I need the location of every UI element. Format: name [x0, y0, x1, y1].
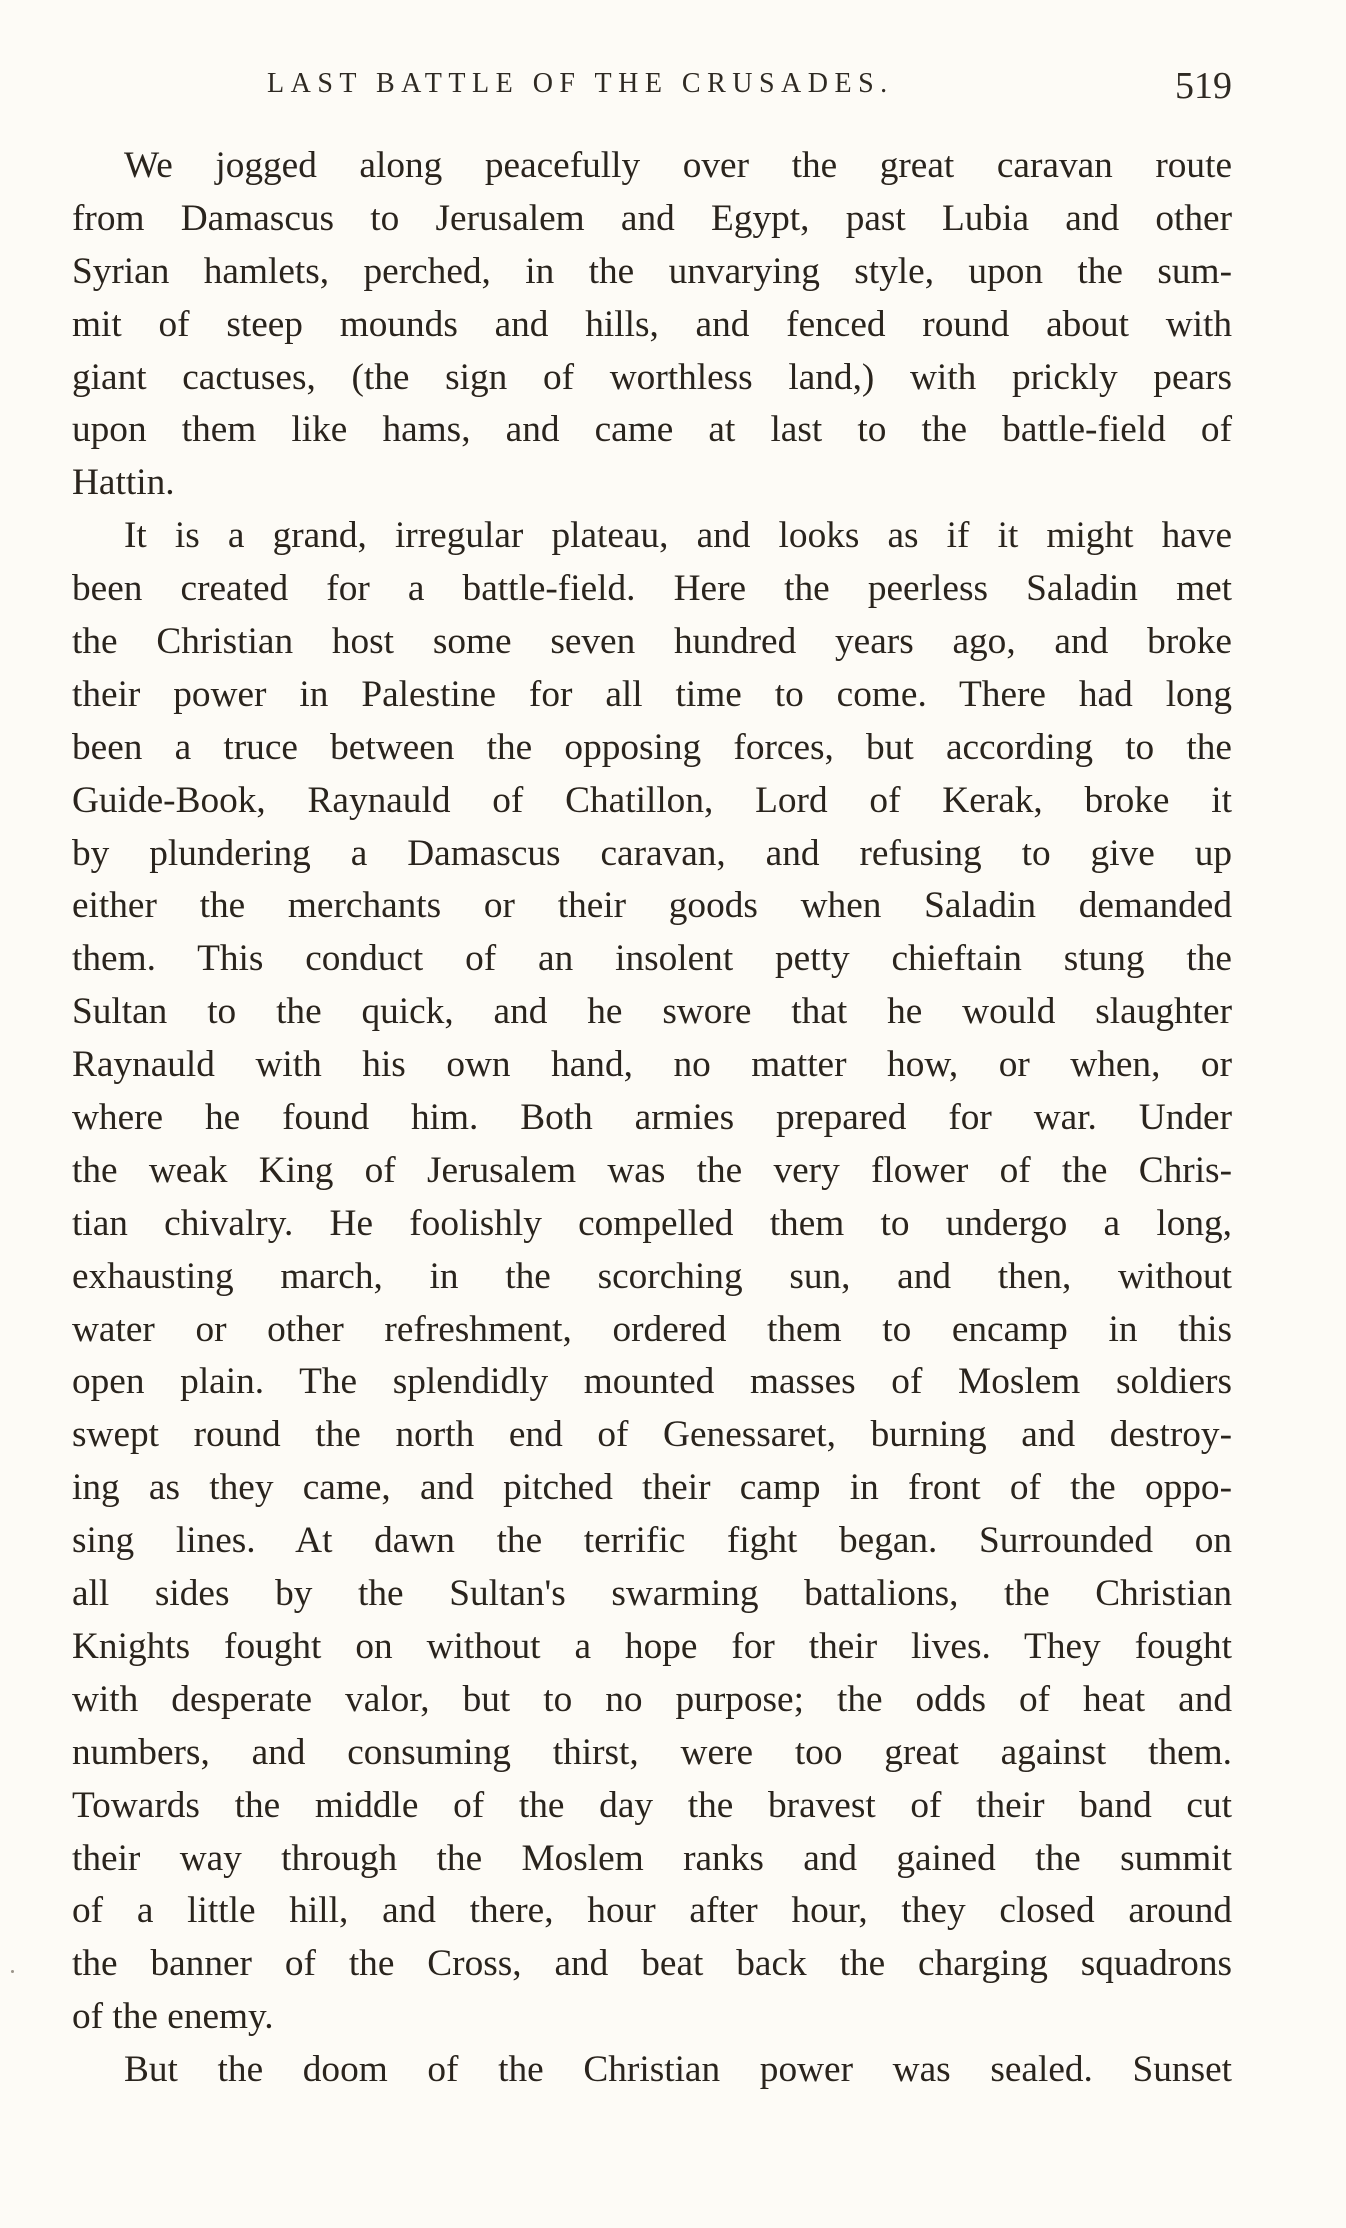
text-line: of the enemy.: [72, 1996, 274, 2038]
text-line: their way through the Moslem ranks and gained the summit: [72, 1837, 1232, 1879]
text-line: exhausting march, in the scorching sun, and then, without: [72, 1255, 1232, 1297]
paragraph-battle-of-hattin: [72, 510, 1232, 2044]
text-line: Raynauld with his own hand, no matter how, or when, or: [72, 1044, 1232, 1086]
text-line: where he found him. Both armies prepared for war. Under: [72, 1097, 1232, 1139]
text-line: their power in Palestine for all time to come. There had long: [72, 673, 1232, 715]
text-line: But the doom of the Christian power was sealed. Sunset: [124, 2049, 1232, 2091]
paragraph-doom-sealed: [72, 2044, 1232, 2097]
text-line: numbers, and consuming thirst, were too great against them.: [72, 1731, 1232, 1773]
text-line: giant cactuses, (the sign of worthless land,) with prickly pears: [72, 356, 1232, 398]
text-line: mit of steep mounds and hills, and fenced round about with: [72, 303, 1232, 345]
text-line: been created for a battle-field. Here the peerless Saladin met: [72, 568, 1232, 610]
text-line: of a little hill, and there, hour after hour, they closed around: [72, 1890, 1232, 1932]
paragraph-caravan-route: [72, 140, 1232, 510]
text-line: open plain. The splendidly mounted masses of Moslem soldiers: [72, 1361, 1232, 1403]
text-line: Towards the middle of the day the bravest of their band cut: [72, 1784, 1232, 1826]
text-line: Sultan to the quick, and he swore that he would slaughter: [72, 991, 1232, 1033]
text-line: Knights fought on without a hope for their lives. They fought: [72, 1625, 1232, 1667]
running-title: LAST BATTLE OF THE CRUSADES.: [267, 68, 894, 99]
text-line: all sides by the Sultan's swarming battalions, the Christian: [72, 1573, 1232, 1615]
text-line: with desperate valor, but to no purpose; the odds of heat and: [72, 1678, 1232, 1720]
text-line: Hattin.: [72, 462, 175, 504]
text-line: We jogged along peacefully over the great caravan route: [124, 145, 1232, 186]
text-line: Syrian hamlets, perched, in the unvarying style, upon the sum-: [72, 250, 1232, 292]
text-line: either the merchants or their goods when Saladin demanded: [72, 885, 1232, 927]
running-head: [72, 64, 1232, 114]
page-number: 519: [1175, 65, 1232, 107]
text-line: the banner of the Cross, and beat back the charging squadrons: [72, 1943, 1232, 1985]
text-line: Guide-Book, Raynauld of Chatillon, Lord of Kerak, broke it: [72, 779, 1232, 821]
text-line: It is a grand, irregular plateau, and looks as if it might have: [124, 515, 1232, 557]
body-text: [72, 140, 1232, 2097]
text-line: from Damascus to Jerusalem and Egypt, past Lubia and other: [72, 197, 1232, 239]
text-line: water or other refreshment, ordered them to encamp in this: [72, 1308, 1232, 1350]
text-line: ing as they came, and pitched their camp in front of the oppo-: [72, 1467, 1232, 1509]
text-line: by plundering a Damascus caravan, and refusing to give up: [72, 832, 1232, 874]
scan-speck: [11, 1970, 14, 1973]
text-line: them. This conduct of an insolent petty chieftain stung the: [72, 938, 1232, 980]
text-line: been a truce between the opposing forces, but according to the: [72, 726, 1232, 768]
text-line: swept round the north end of Genessaret, burning and destroy-: [72, 1414, 1232, 1456]
text-line: tian chivalry. He foolishly compelled them to undergo a long,: [72, 1202, 1232, 1244]
text-line: sing lines. At dawn the terrific fight began. Surrounded on: [72, 1520, 1232, 1562]
text-line: upon them like hams, and came at last to the battle-field of: [72, 409, 1232, 451]
text-line: the Christian host some seven hundred years ago, and broke: [72, 621, 1232, 663]
text-line: the weak King of Jerusalem was the very flower of the Chris-: [72, 1149, 1232, 1191]
